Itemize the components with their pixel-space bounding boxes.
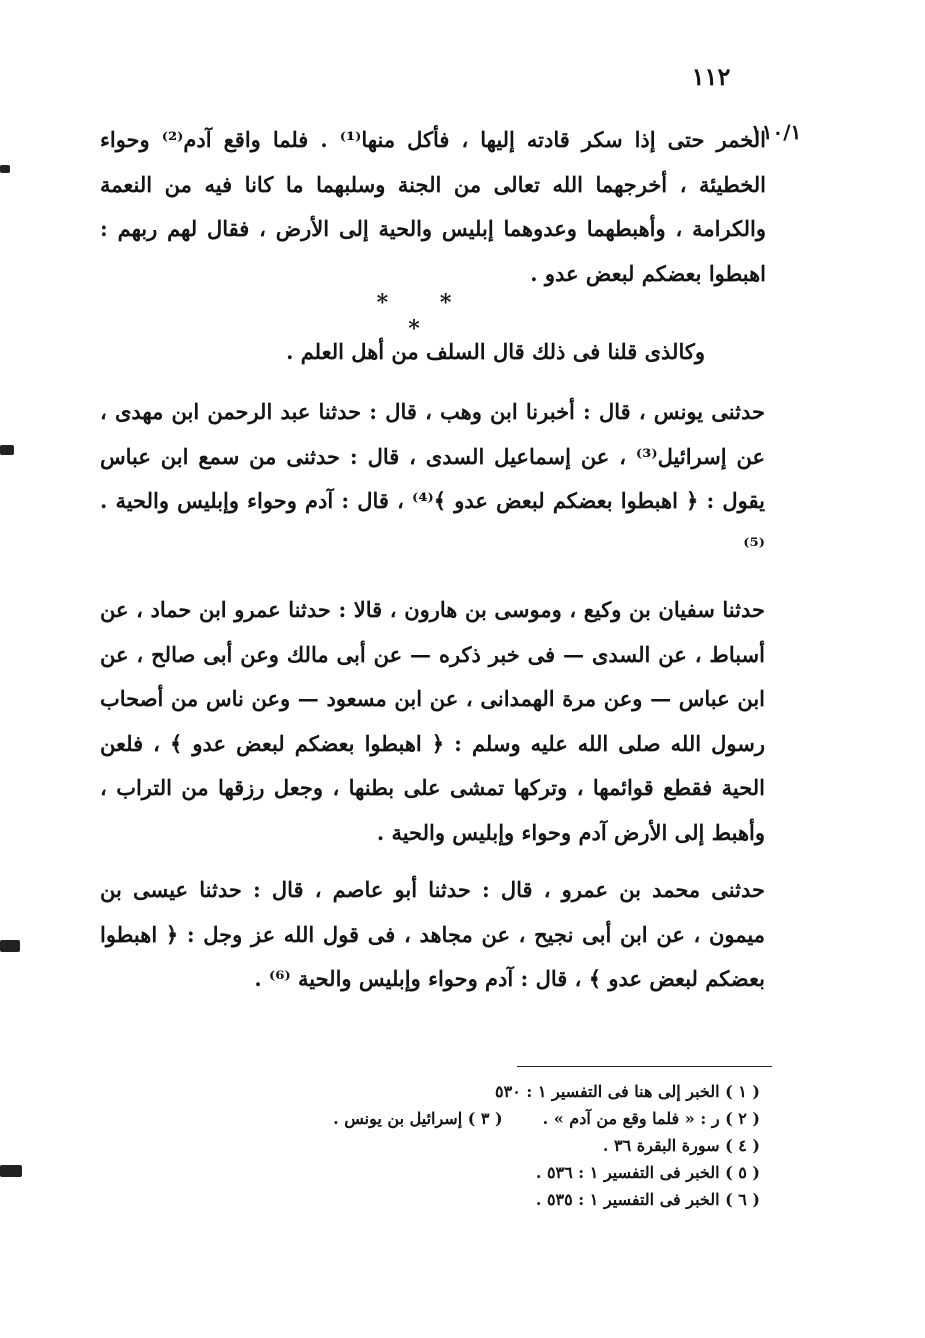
paragraph-3: حدثنى يونس ، قال : أخبرنا ابن وهب ، قال : حدثنا عبد الرحمن ابن مهدى ، عن إسرائيل⁽³⁾ ، عن إسماعيل السدى ، قال : حدثنى من سمع ابن عباس يقول : ﴿ اهبطوا بعضكم لبعض عدو ﴾⁽⁴⁾ ، قال : آدم وحواء وإبليس والحية .⁽⁵⁾: [100, 399, 765, 558]
footnote-1: ( ١ ) الخبر إلى هنا فى التفسير ١ : ٥٣٠: [495, 1082, 760, 1101]
paragraph-5: حدثنى محمد بن عمرو ، قال : حدثنا أبو عاصم ، قال : حدثنا عيسى بن ميمون ، عن ابن أبى نجيح ، عن مجاهد ، فى قول الله عز وجل : ﴿ اهبطوا بعضكم لبعض عدو ﴾ ، قال : آدم وحواء وإبليس والحية ⁽⁶⁾ .: [100, 877, 765, 991]
paragraph-1: الخمر حتى إذا سكر قادته إليها ، فأكل منها⁽¹⁾ . فلما واقع آدم⁽²⁾ وحواء الخطيئة ، أخرجهما الله تعالى من الجنة وسلبهما ما كانا فيه من النعمة والكرامة ، وأهبطهما وعدوهما إبليس والحية إلى الأرض ، فقال لهم ربهم : اهبطوا بعضكم لبعض عدو .: [100, 127, 766, 286]
scan-edge-mark: [0, 940, 20, 952]
footnote-3: ( ٣ ) إسرائيل بن يونس .: [333, 1109, 503, 1128]
footnote-6: ( ٦ ) الخبر فى التفسير ١ : ٥٣٥ .: [535, 1190, 760, 1209]
page-number: ١١٢: [691, 62, 731, 91]
footnote-divider: [517, 1066, 772, 1067]
footnote-5: ( ٥ ) الخبر فى التفسير ١ : ٥٣٦ .: [535, 1163, 760, 1182]
footnote-2: ( ٢ ) ر : « فلما وقع من آدم » .: [542, 1109, 760, 1128]
scan-edge-mark: [0, 1165, 22, 1177]
paragraph-4: حدثنا سفيان بن وكيع ، وموسى بن هارون ، قالا : حدثنا عمرو ابن حماد ، عن أسباط ، عن السدى — فى خبر ذكره — عن أبى مالك وعن أبى صالح ، عن ابن عباس — وعن مرة الهمدانى ، عن ابن مسعود — وعن ناس من أصحاب رسول الله صلى الله عليه وسلم : ﴿ اهبطوا بعضكم لبعض عدو ﴾ ، فلعن الحية فقطع قوائمها ، وتركها تمشى على بطنها ، وجعل رزقها من التراب ، وأهبط إلى الأرض آدم وحواء وإبليس والحية .: [100, 597, 765, 845]
paragraph-2: وكالذى قلنا فى ذلك قال السلف من أهل العلم .: [286, 339, 705, 364]
footnote-row-2-3: [290, 1105, 760, 1132]
scan-edge-mark: [0, 165, 10, 173]
section-separator: * * *: [376, 290, 474, 342]
margin-reference: ١١٠/١: [751, 120, 802, 144]
scan-edge-mark: [0, 445, 14, 455]
footnotes: [290, 1078, 760, 1213]
footnote-4: ( ٤ ) سورة البقرة ٣٦ .: [602, 1136, 760, 1155]
